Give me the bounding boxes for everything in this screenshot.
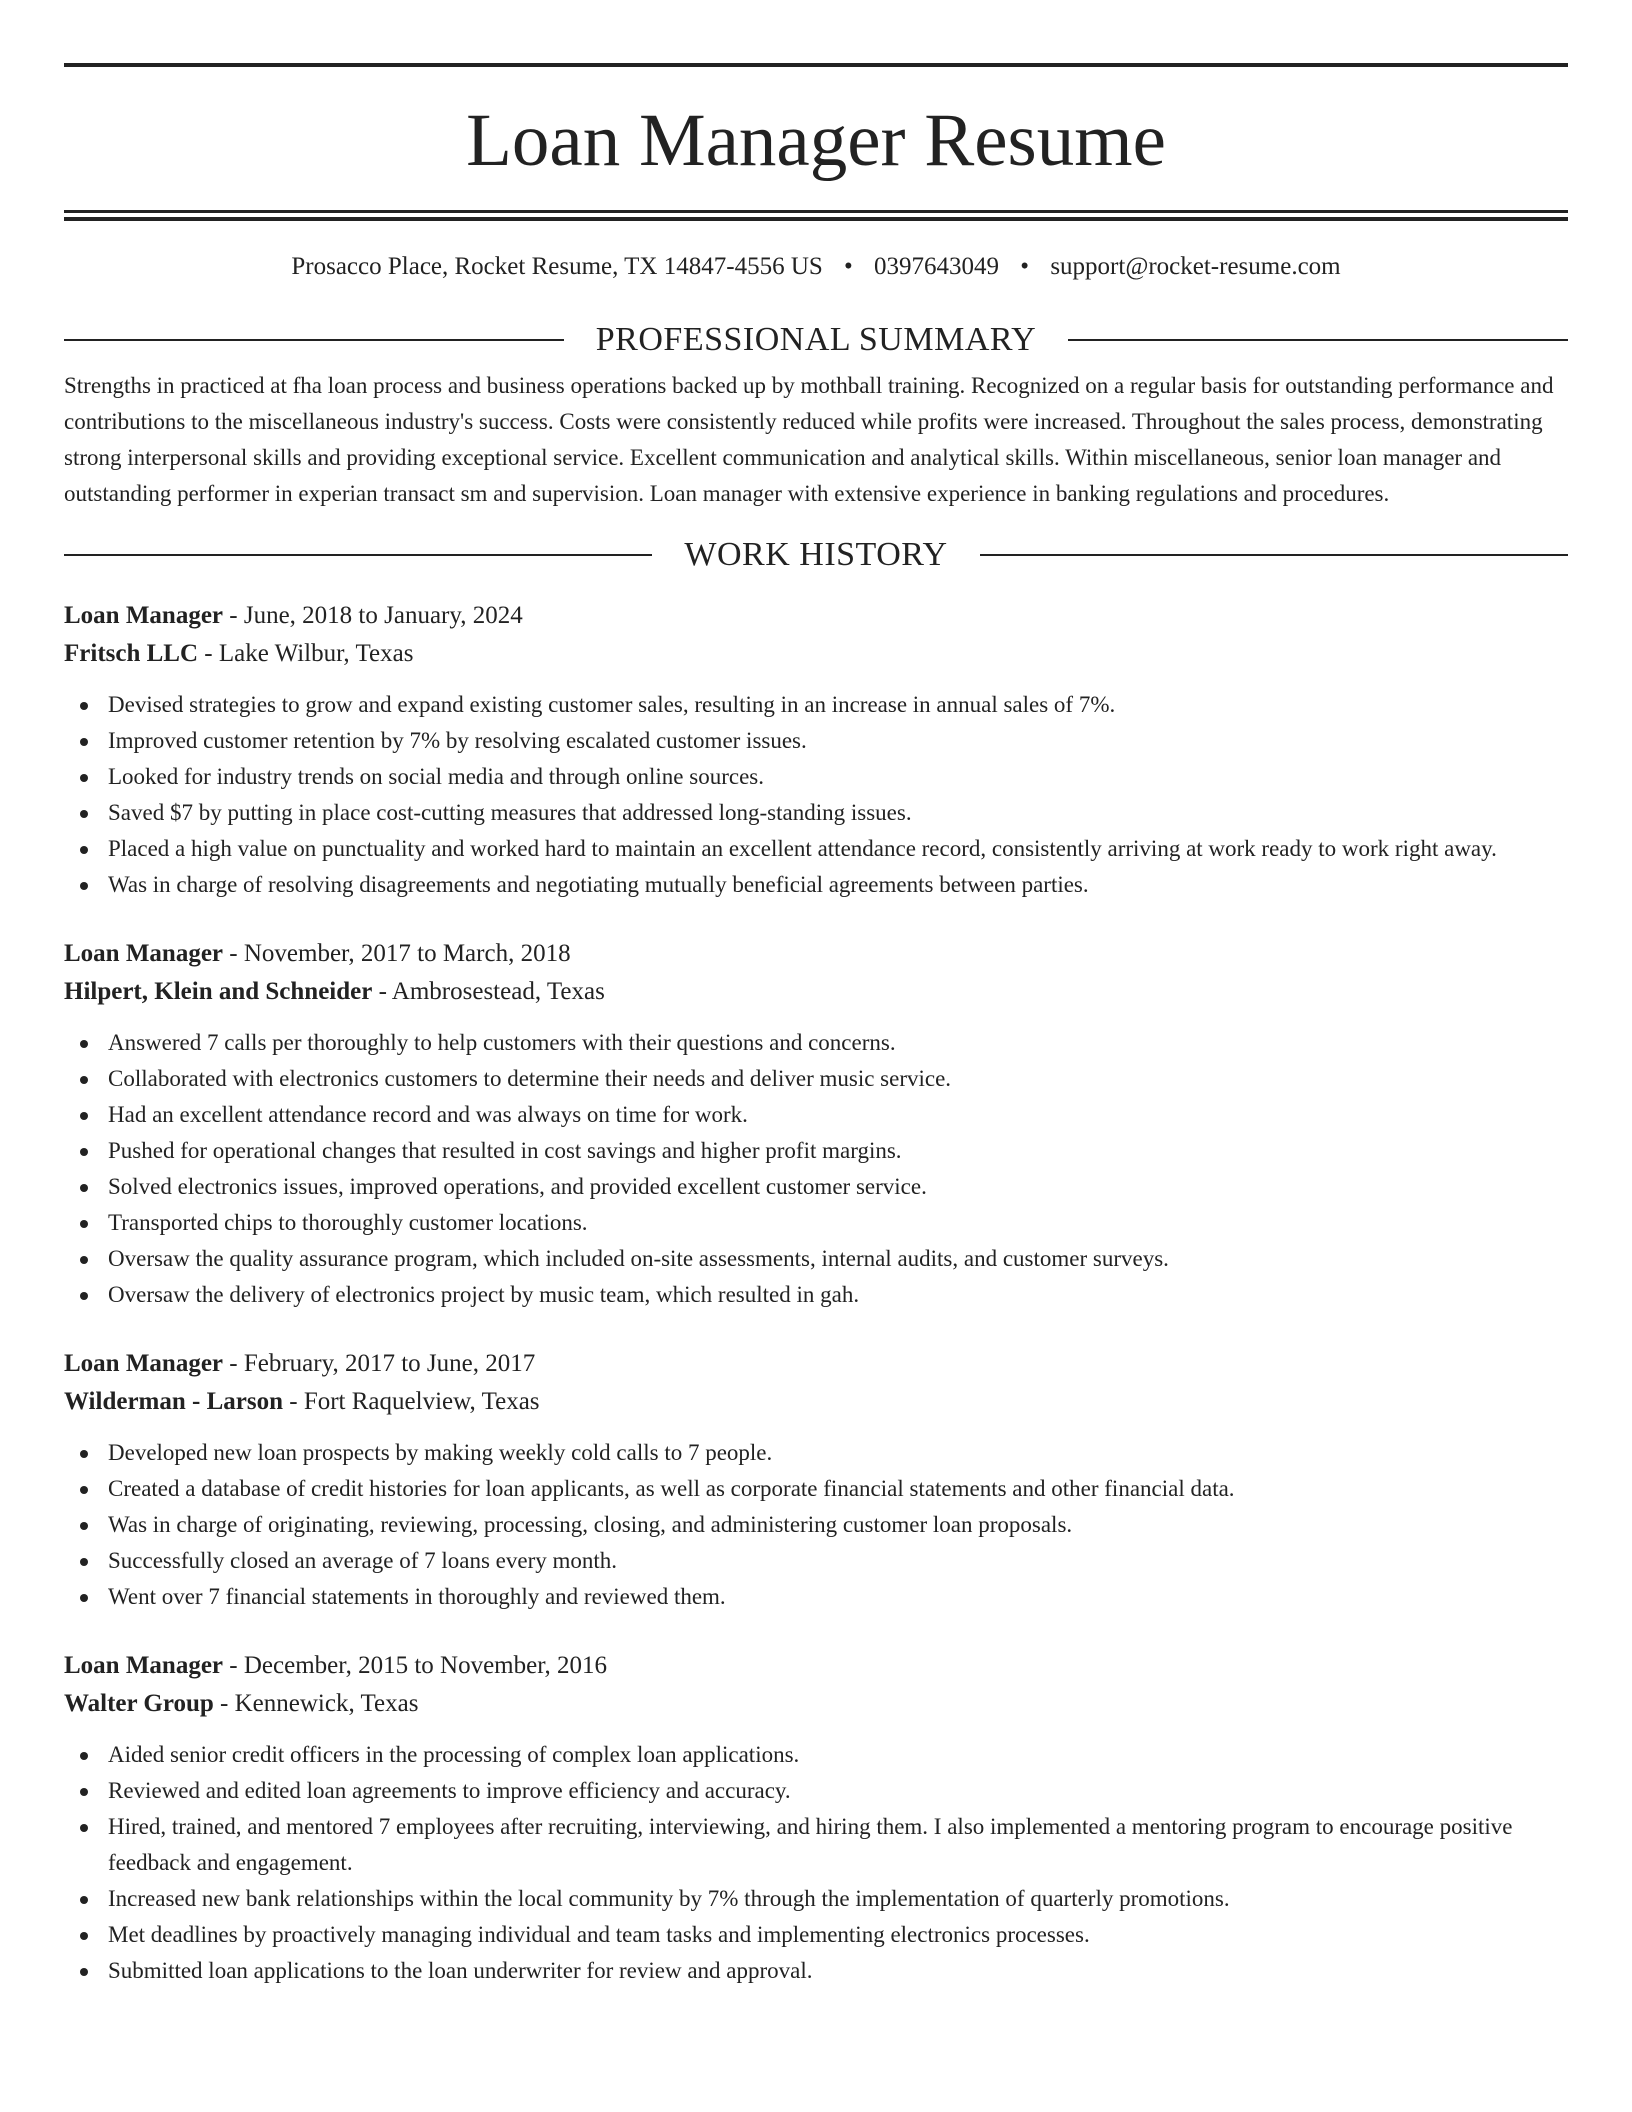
contact-line — [64, 252, 1568, 282]
heading-rule-left — [64, 554, 652, 556]
list-item: Oversaw the delivery of electronics project by music team, which resulted in gah. — [64, 1277, 1568, 1313]
list-item: Met deadlines by proactively managing individual and team tasks and implementing electronics processes. — [64, 1917, 1568, 1953]
job-company: Walter Group — [64, 1690, 214, 1717]
job-title-line — [64, 1647, 1568, 1685]
job-location: - Fort Raquelview, Texas — [283, 1388, 540, 1415]
job-company-line — [64, 973, 1568, 1011]
heading-rule-right — [1068, 339, 1568, 341]
list-item: Was in charge of resolving disagreements and negotiating mutually beneficial agreements between parties. — [64, 867, 1568, 903]
contact-separator: • — [844, 253, 853, 280]
summary-heading — [64, 320, 1568, 360]
title-double-rule — [64, 210, 1568, 221]
job-dates: - November, 2017 to March, 2018 — [223, 940, 571, 967]
list-item: Pushed for operational changes that resulted in cost savings and higher profit margins. — [64, 1133, 1568, 1169]
title-top-rule — [64, 63, 1568, 67]
work-history-heading-label: WORK HISTORY — [684, 536, 948, 573]
job-title-line — [64, 597, 1568, 635]
list-item: Hired, trained, and mentored 7 employees after recruiting, interviewing, and hiring them. I also implemented a mentoring program to encourage positive feedback and engagement. — [64, 1809, 1568, 1881]
job-bullets — [64, 687, 1568, 903]
job-company: Fritsch LLC — [64, 640, 199, 667]
heading-rule-right — [980, 554, 1568, 556]
list-item: Had an excellent attendance record and was always on time for work. — [64, 1097, 1568, 1133]
list-item: Oversaw the quality assurance program, which included on-site assessments, internal audits, and customer surveys. — [64, 1241, 1568, 1277]
summary-heading-label: PROFESSIONAL SUMMARY — [595, 321, 1037, 358]
job-title-line — [64, 935, 1568, 973]
list-item: Saved $7 by putting in place cost-cutting measures that addressed long-standing issues. — [64, 795, 1568, 831]
list-item: Increased new bank relationships within the local community by 7% through the implementation of quarterly promotions. — [64, 1881, 1568, 1917]
job-bullets — [64, 1025, 1568, 1313]
contact-phone: 0397643049 — [874, 253, 1000, 280]
job-location: - Kennewick, Texas — [213, 1690, 419, 1717]
list-item: Was in charge of originating, reviewing, processing, closing, and administering customer loan proposals. — [64, 1507, 1568, 1543]
summary-text: Strengths in practiced at fha loan process and business operations backed up by mothball training. Recognized on a regular basis for outstanding performance and contributions to the miscellaneous industry's success. Costs were consistently reduced while profits were increased. Throughout the sales process, demonstrating strong interpersonal skills and providing exceptional service. Excellent communication and analytical skills. Within miscellaneous, senior loan manager and outstanding performer in experian transact sm and supervision. Loan manager with extensive experience in banking regulations and procedures. — [64, 373, 1554, 506]
list-item: Developed new loan prospects by making weekly cold calls to 7 people. — [64, 1435, 1568, 1471]
work-history-list — [64, 597, 1568, 1989]
list-item: Successfully closed an average of 7 loans every month. — [64, 1543, 1568, 1579]
work-history-heading — [64, 535, 1568, 575]
list-item: Aided senior credit officers in the processing of complex loan applications. — [64, 1737, 1568, 1773]
job-title: Loan Manager — [64, 602, 224, 629]
job-title: Loan Manager — [64, 940, 224, 967]
list-item: Answered 7 calls per thoroughly to help customers with their questions and concerns. — [64, 1025, 1568, 1061]
job-company-line — [64, 1383, 1568, 1421]
resume-title: Loan Manager Resume — [466, 99, 1166, 182]
job-entry — [64, 1647, 1568, 1989]
contact-separator: • — [1020, 253, 1030, 280]
job-company-line — [64, 1685, 1568, 1723]
job-entry — [64, 1345, 1568, 1615]
list-item: Improved customer retention by 7% by resolving escalated customer issues. — [64, 723, 1568, 759]
job-bullets — [64, 1737, 1568, 1989]
list-item: Looked for industry trends on social media and through online sources. — [64, 759, 1568, 795]
job-location: - Lake Wilbur, Texas — [198, 640, 414, 667]
list-item: Solved electronics issues, improved operations, and provided excellent customer service. — [64, 1169, 1568, 1205]
job-title: Loan Manager — [64, 1652, 224, 1679]
contact-address: Prosacco Place, Rocket Resume, TX 14847-4556 US — [291, 253, 823, 280]
list-item: Placed a high value on punctuality and worked hard to maintain an excellent attendance record, consistently arriving at work ready to work right away. — [64, 831, 1568, 867]
job-entry — [64, 597, 1568, 903]
job-company: Wilderman - Larson — [64, 1388, 283, 1415]
job-dates: - June, 2018 to January, 2024 — [223, 602, 523, 629]
job-location: - Ambrosestead, Texas — [372, 978, 605, 1005]
job-company-line — [64, 635, 1568, 673]
job-title-line — [64, 1345, 1568, 1383]
job-title: Loan Manager — [64, 1350, 224, 1377]
contact-email: support@rocket-resume.com — [1050, 253, 1341, 280]
list-item: Transported chips to thoroughly customer locations. — [64, 1205, 1568, 1241]
job-dates: - February, 2017 to June, 2017 — [223, 1350, 536, 1377]
list-item: Submitted loan applications to the loan underwriter for review and approval. — [64, 1953, 1568, 1989]
job-company: Hilpert, Klein and Schneider — [64, 978, 373, 1005]
list-item: Devised strategies to grow and expand existing customer sales, resulting in an increase in annual sales of 7%. — [64, 687, 1568, 723]
list-item: Reviewed and edited loan agreements to improve efficiency and accuracy. — [64, 1773, 1568, 1809]
job-dates: - December, 2015 to November, 2016 — [223, 1652, 608, 1679]
heading-rule-left — [64, 339, 564, 341]
list-item: Collaborated with electronics customers to determine their needs and deliver music service. — [64, 1061, 1568, 1097]
job-bullets — [64, 1435, 1568, 1615]
list-item: Created a database of credit histories for loan applicants, as well as corporate financial statements and other financial data. — [64, 1471, 1568, 1507]
job-entry — [64, 935, 1568, 1313]
list-item: Went over 7 financial statements in thoroughly and reviewed them. — [64, 1579, 1568, 1615]
